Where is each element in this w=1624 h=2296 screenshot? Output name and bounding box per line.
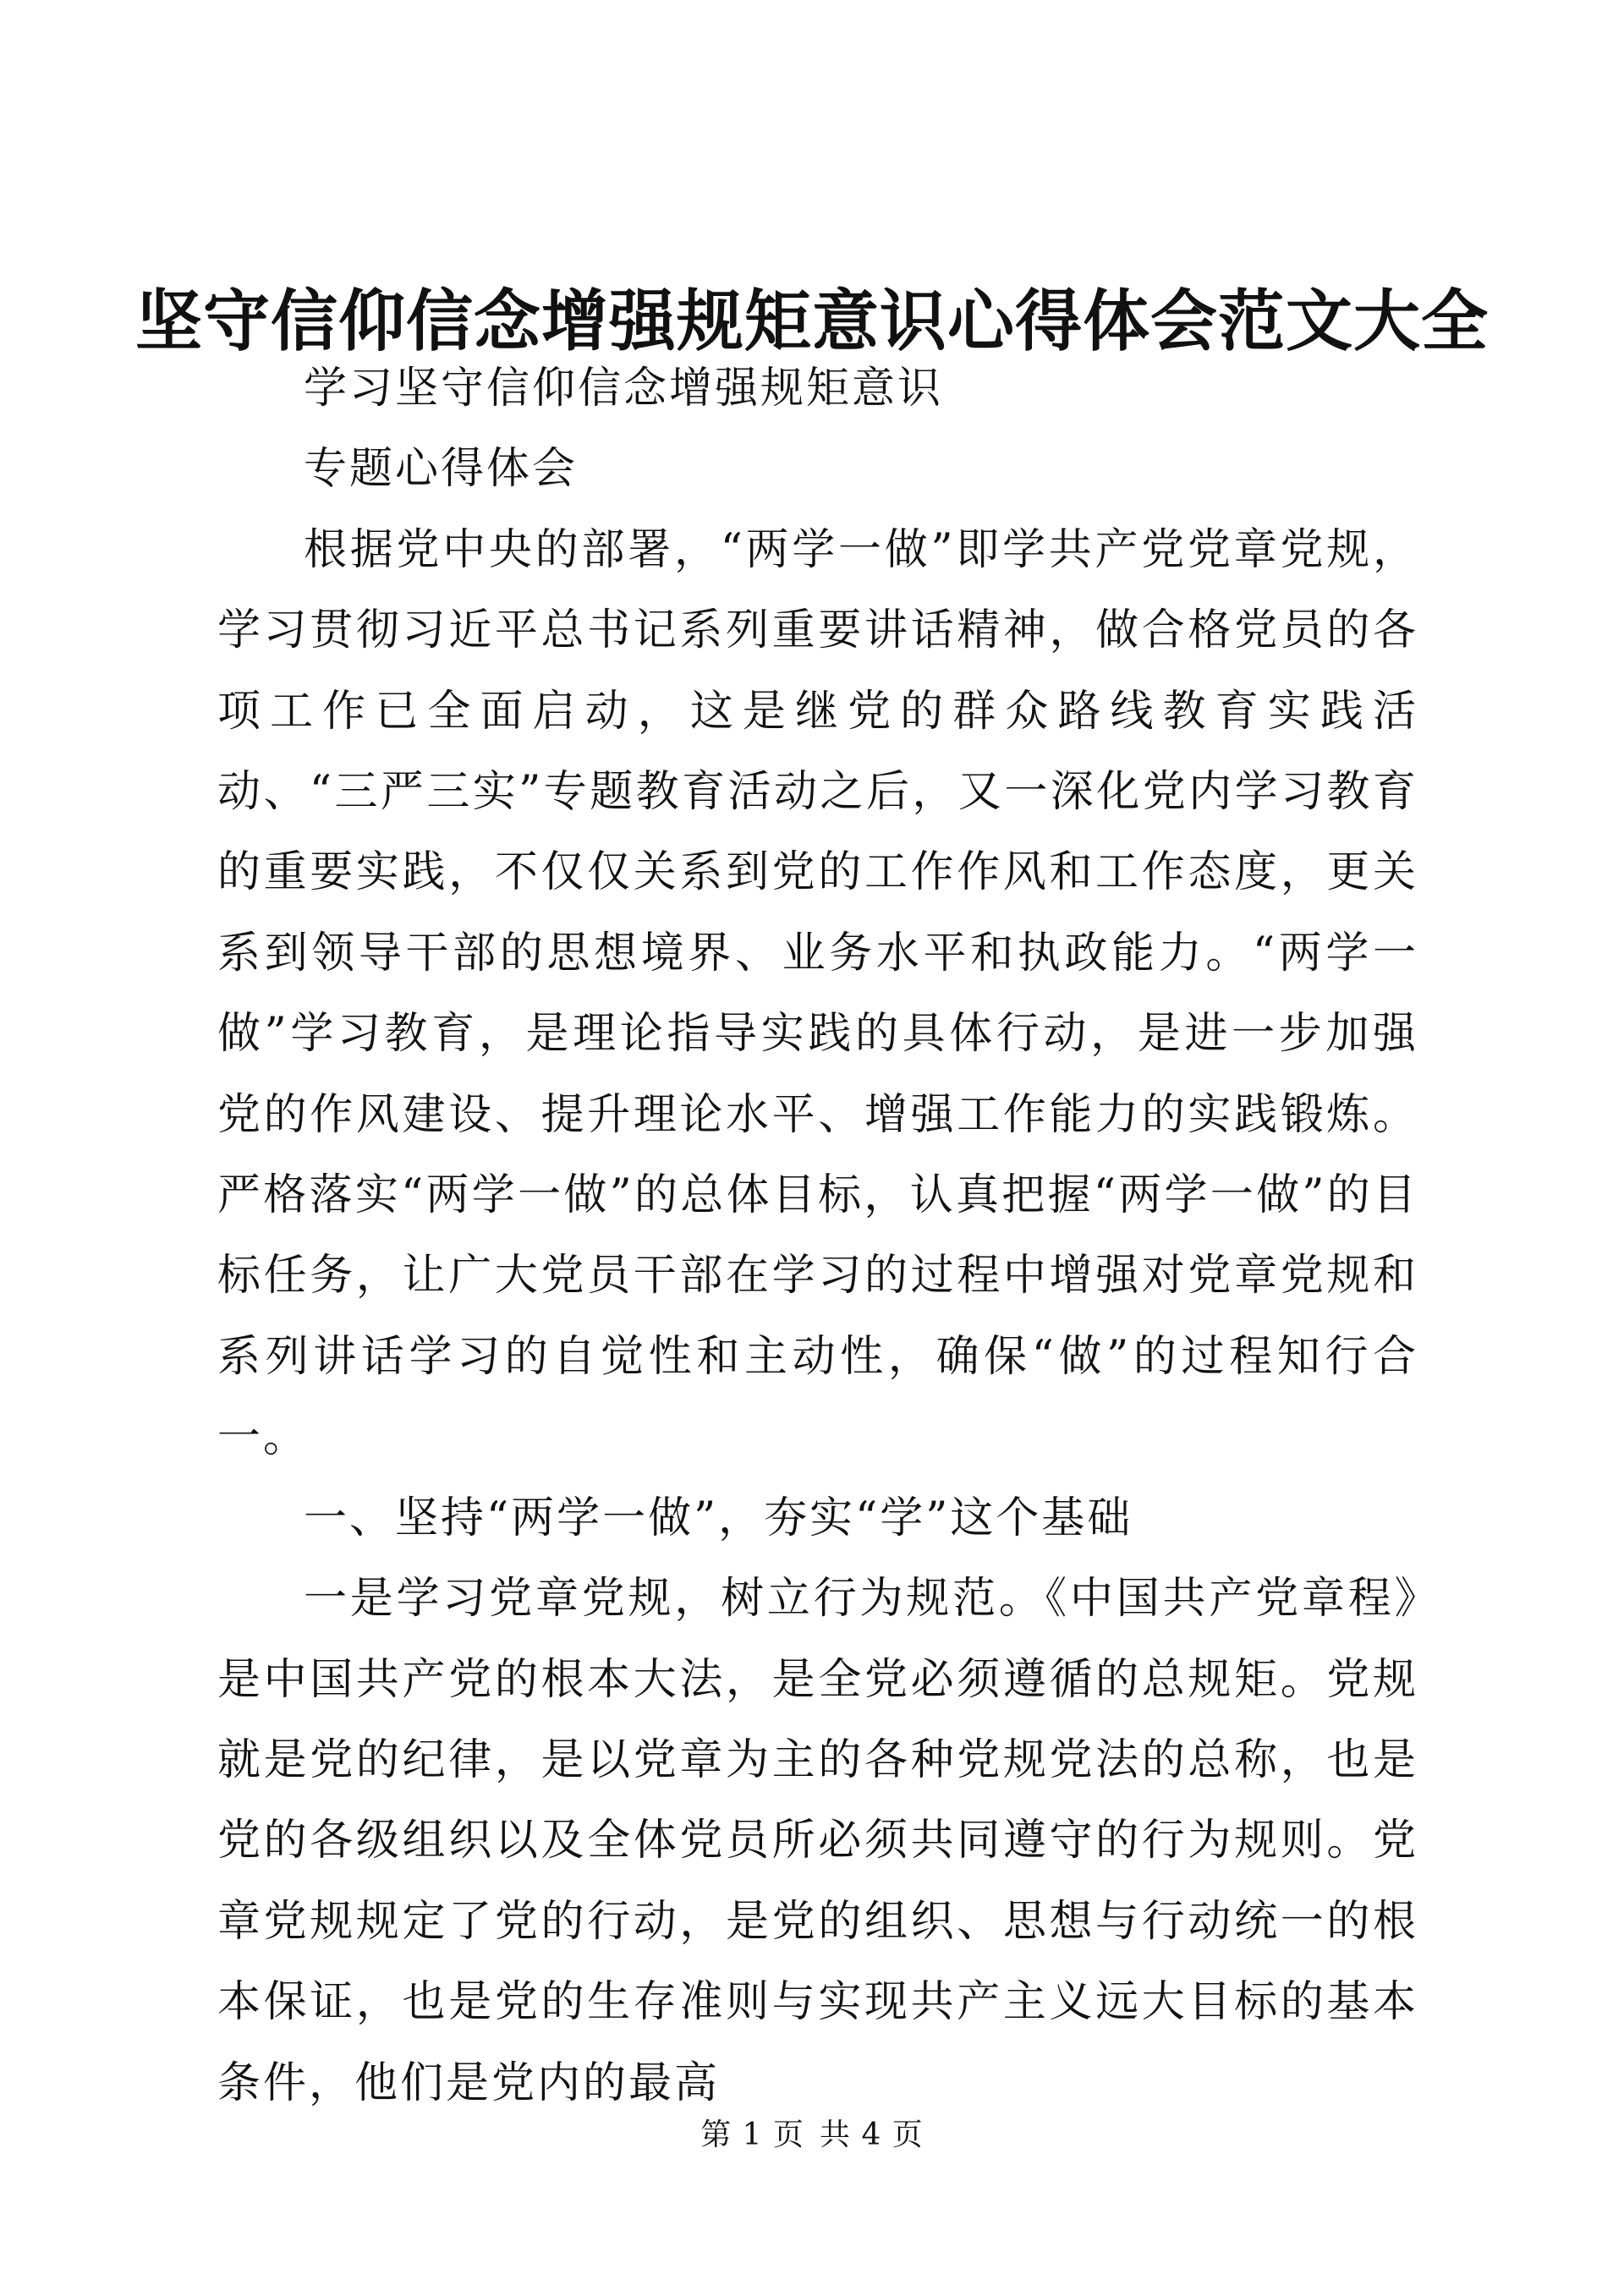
paragraph-section-1: 一是学习党章党规，树立行为规范。《中国共产党章程》是中国共产党的根本大法，是全党必须遵循的总规矩。党规就是党的纪律，是以党章为主的各种党规党法的总称，也是党的各级组织以及全体党员所必须共同遵守的行为规则。党章党规规定了党的行动，是党的组织、思想与行动统一的根本保证，也是党的生存准则与实现共产主义远大目标的基本条件，他们是党内的最高 <box>217 1574 1418 2108</box>
page-total: 共 4 页 <box>820 2118 924 2152</box>
document-body <box>217 348 1418 2123</box>
paragraph-intro: 根据党中央的部署，“两学一做”即学共产党党章党规，学习贯彻习近平总书记系列重要讲话精神，做合格党员的各项工作已全面启动，这是继党的群众路线教育实践活动、“三严三实”专题教育活动之后，又一深化党内学习教育的重要实践，不仅仅关系到党的工作作风和工作态度，更关系到领导干部的思想境界、业务水平和执政能力。“两学一做”学习教育，是理论指导实践的具体行动，是进一步加强党的作风建设、提升理论水平、增强工作能力的实践锻炼。严格落实“两学一做”的总体目标，认真把握“两学一做”的目标任务，让广大党员干部在学习的过程中增强对党章党规和系列讲话学习的自觉性和主动性，确保“做”的过程知行合一。 <box>217 524 1418 1463</box>
page-number: 第 1 页 <box>700 2118 804 2152</box>
subtitle-line-2: 专题心得体会 <box>304 444 579 495</box>
section-heading-1: 一、坚持“两学一做”，夯实“学”这个基础 <box>304 1493 1133 1543</box>
document-title: 坚守信仰信念增强规矩意识心得体会范文大全 <box>135 282 1489 360</box>
subtitle-line-1: 学习坚守信仰信念增强规矩意识 <box>304 364 944 414</box>
page-footer <box>0 2114 1624 2156</box>
